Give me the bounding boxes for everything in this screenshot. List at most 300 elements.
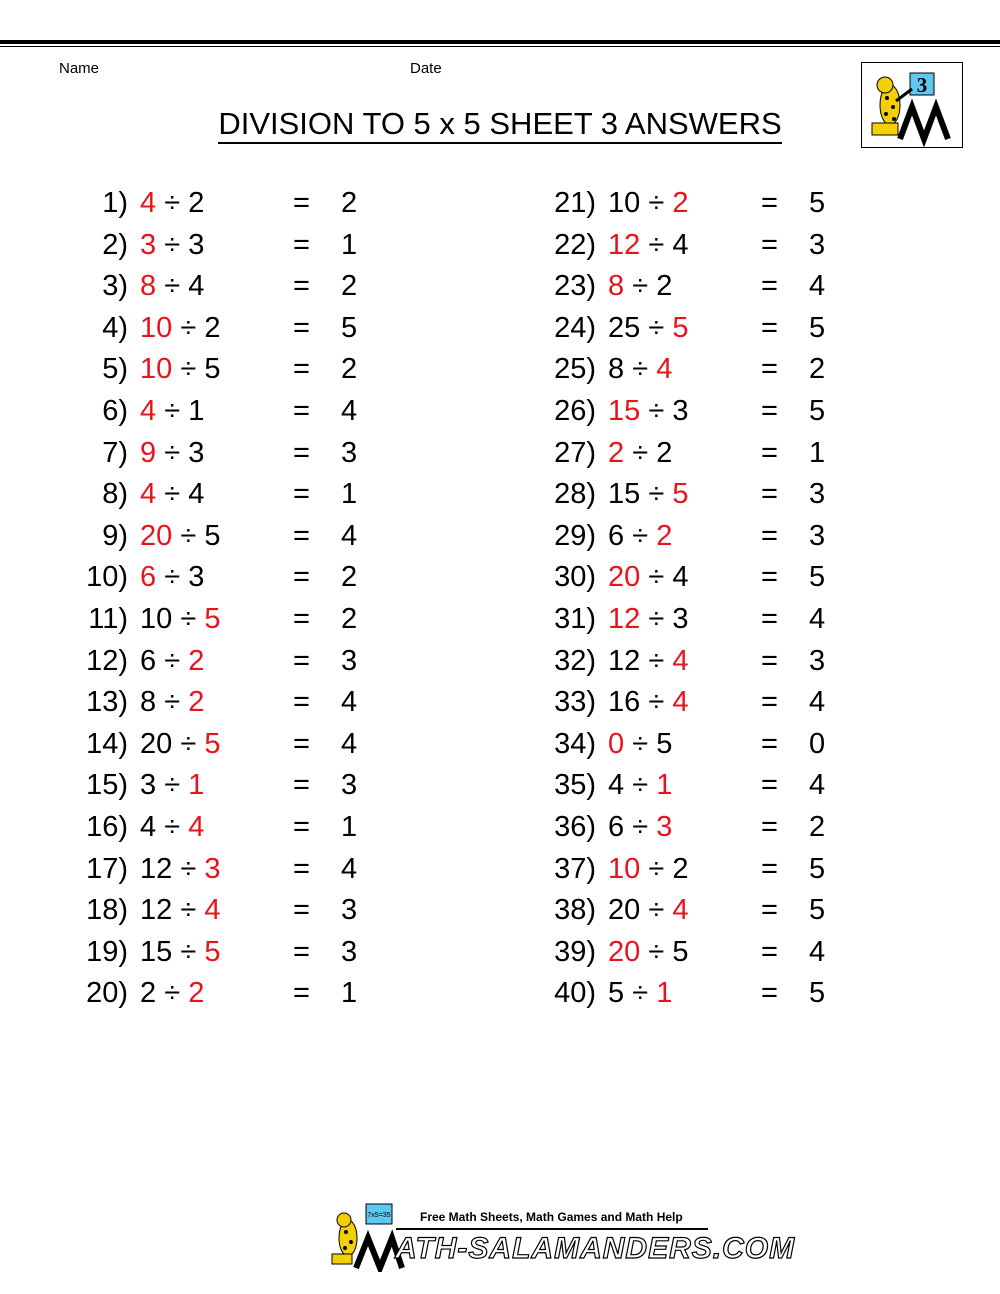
question-number: 23) — [554, 270, 596, 303]
question-number: 28) — [554, 478, 596, 511]
question-row — [76, 433, 376, 473]
dividend: 4 — [140, 811, 157, 843]
answer-value: 3 — [809, 228, 826, 261]
question-number: 25) — [554, 353, 596, 386]
dividend: 6 — [140, 644, 157, 677]
division-expression — [608, 682, 688, 722]
divide-sign: ÷ — [648, 187, 665, 219]
answer-value: 5 — [809, 977, 826, 1010]
divisor: 3 — [672, 603, 689, 635]
divide-sign: ÷ — [164, 187, 181, 219]
divide-sign: ÷ — [164, 686, 181, 719]
dividend: 12 — [140, 852, 173, 885]
question-row — [544, 765, 844, 805]
divide-sign: ÷ — [180, 353, 197, 386]
divisor: 2 — [656, 436, 673, 469]
answer-value: 4 — [341, 519, 358, 552]
question-row — [544, 849, 844, 889]
dividend: 10 — [140, 311, 173, 344]
division-expression — [140, 474, 204, 514]
divide-sign: ÷ — [632, 436, 649, 469]
question-number: 14) — [86, 727, 128, 760]
divide-sign: ÷ — [180, 935, 197, 968]
question-row — [544, 183, 844, 223]
question-row — [544, 682, 844, 722]
answer-value: 4 — [809, 935, 826, 968]
divide-sign: ÷ — [180, 852, 197, 885]
answer-value: 4 — [809, 270, 826, 303]
equals-sign: = — [761, 935, 778, 968]
divide-sign: ÷ — [164, 270, 181, 303]
equals-sign: = — [293, 977, 310, 1010]
dividend: 15 — [608, 395, 641, 427]
question-row — [544, 308, 844, 348]
divisor: 4 — [188, 811, 205, 843]
dividend: 6 — [608, 811, 625, 843]
answer-value: 5 — [341, 311, 358, 344]
divide-sign: ÷ — [164, 478, 181, 511]
question-row — [544, 516, 844, 556]
equals-sign: = — [761, 811, 778, 843]
question-row — [76, 266, 376, 306]
answer-value: 4 — [809, 769, 826, 802]
divisor: 2 — [204, 311, 221, 344]
division-expression — [608, 474, 688, 514]
equals-sign: = — [761, 977, 778, 1010]
question-row — [76, 474, 376, 514]
answer-value: 5 — [809, 395, 826, 427]
divisor: 4 — [672, 894, 689, 927]
division-expression — [140, 890, 220, 930]
divisor: 5 — [204, 935, 221, 968]
equals-sign: = — [293, 769, 310, 802]
dividend: 8 — [608, 353, 625, 386]
divide-sign: ÷ — [180, 311, 197, 344]
question-row — [76, 349, 376, 389]
divide-sign: ÷ — [164, 811, 181, 843]
question-number: 11) — [88, 603, 128, 635]
top-rule-thin — [0, 46, 1000, 47]
answer-value: 2 — [341, 187, 358, 219]
divisor: 4 — [672, 561, 689, 594]
question-number: 33) — [554, 686, 596, 719]
dividend: 3 — [140, 769, 157, 802]
equals-sign: = — [293, 187, 310, 219]
dividend: 10 — [140, 603, 173, 635]
divide-sign: ÷ — [648, 395, 665, 427]
divide-sign: ÷ — [648, 894, 665, 927]
divisor: 4 — [672, 228, 689, 261]
question-row — [544, 932, 844, 972]
equals-sign: = — [293, 436, 310, 469]
divisor: 3 — [188, 561, 205, 594]
equals-sign: = — [761, 727, 778, 760]
divide-sign: ÷ — [648, 311, 665, 344]
dividend: 10 — [608, 852, 641, 885]
equals-sign: = — [293, 686, 310, 719]
divide-sign: ÷ — [648, 686, 665, 719]
divisor: 5 — [672, 478, 689, 511]
divide-sign: ÷ — [648, 935, 665, 968]
question-row — [544, 807, 844, 847]
question-number: 21) — [554, 187, 596, 219]
dividend: 6 — [140, 561, 157, 594]
divisor: 5 — [204, 519, 221, 552]
dividend: 4 — [140, 187, 157, 219]
divide-sign: ÷ — [632, 353, 649, 386]
question-row — [544, 474, 844, 514]
dividend: 8 — [140, 686, 157, 719]
equals-sign: = — [293, 270, 310, 303]
question-number: 39) — [554, 935, 596, 968]
dividend: 20 — [608, 894, 641, 927]
top-rule — [0, 40, 1000, 44]
dividend: 0 — [608, 727, 625, 760]
footer-rule — [396, 1228, 708, 1230]
divisor: 4 — [656, 353, 673, 386]
dividend: 16 — [608, 686, 641, 719]
divide-sign: ÷ — [648, 603, 665, 635]
divisor: 1 — [656, 977, 673, 1010]
answer-value: 2 — [341, 270, 358, 303]
division-expression — [608, 973, 672, 1013]
answer-value: 1 — [341, 228, 358, 261]
question-row — [544, 599, 844, 639]
divisor: 4 — [188, 270, 205, 303]
divide-sign: ÷ — [648, 644, 665, 677]
answer-value: 5 — [809, 894, 826, 927]
division-expression — [608, 391, 688, 431]
divisor: 5 — [204, 353, 221, 386]
equals-sign: = — [761, 686, 778, 719]
division-expression — [608, 932, 688, 972]
question-row — [544, 973, 844, 1013]
dividend: 3 — [140, 228, 157, 261]
divide-sign: ÷ — [648, 561, 665, 594]
question-number: 5) — [102, 353, 128, 386]
divisor: 4 — [672, 644, 689, 677]
answer-value: 2 — [341, 561, 358, 594]
question-row — [76, 765, 376, 805]
division-expression — [608, 557, 688, 597]
equals-sign: = — [761, 644, 778, 677]
division-expression — [140, 682, 204, 722]
answer-value: 2 — [341, 603, 358, 635]
divide-sign: ÷ — [164, 436, 181, 469]
equals-sign: = — [293, 478, 310, 511]
equals-sign: = — [761, 894, 778, 927]
equals-sign: = — [761, 436, 778, 469]
answer-value: 4 — [341, 395, 358, 427]
question-number: 37) — [554, 852, 596, 885]
date-label: Date — [410, 60, 442, 77]
equals-sign: = — [761, 270, 778, 303]
division-expression — [140, 849, 220, 889]
division-expression — [608, 225, 688, 265]
divide-sign: ÷ — [648, 852, 665, 885]
question-number: 36) — [554, 811, 596, 843]
divisor: 3 — [188, 436, 205, 469]
divide-sign: ÷ — [648, 228, 665, 261]
divisor: 2 — [656, 519, 673, 552]
divide-sign: ÷ — [632, 519, 649, 552]
answer-value: 3 — [809, 478, 826, 511]
divide-sign: ÷ — [632, 270, 649, 303]
dividend: 2 — [140, 977, 157, 1010]
equals-sign: = — [293, 727, 310, 760]
divisor: 2 — [188, 187, 205, 219]
question-row — [544, 391, 844, 431]
divide-sign: ÷ — [164, 644, 181, 677]
question-number: 40) — [554, 977, 596, 1010]
question-row — [544, 433, 844, 473]
divisor: 2 — [188, 977, 205, 1010]
equals-sign: = — [293, 644, 310, 677]
division-expression — [140, 724, 220, 764]
division-expression — [608, 641, 688, 681]
question-row — [76, 308, 376, 348]
divide-sign: ÷ — [180, 519, 197, 552]
division-expression — [140, 516, 220, 556]
dividend: 4 — [608, 769, 625, 802]
equals-sign: = — [293, 852, 310, 885]
dividend: 12 — [608, 603, 641, 635]
divide-sign: ÷ — [632, 977, 649, 1010]
question-number: 31) — [554, 603, 596, 635]
question-number: 6) — [102, 395, 128, 427]
question-row — [76, 973, 376, 1013]
question-number: 27) — [554, 436, 596, 469]
dividend: 10 — [140, 353, 173, 386]
question-row — [76, 557, 376, 597]
dividend: 9 — [140, 436, 157, 469]
dividend: 10 — [608, 187, 641, 219]
divide-sign: ÷ — [180, 603, 197, 635]
answer-value: 3 — [341, 935, 358, 968]
dividend: 20 — [608, 935, 641, 968]
divide-sign: ÷ — [164, 561, 181, 594]
dividend: 20 — [608, 561, 641, 594]
division-expression — [140, 349, 220, 389]
question-row — [76, 932, 376, 972]
divisor: 5 — [672, 311, 689, 344]
division-expression — [140, 973, 204, 1013]
division-expression — [140, 807, 204, 847]
question-number: 9) — [102, 519, 128, 552]
divide-sign: ÷ — [648, 478, 665, 511]
division-expression — [140, 308, 220, 348]
dividend: 4 — [140, 478, 157, 511]
division-expression — [140, 932, 220, 972]
divisor: 2 — [672, 852, 689, 885]
divide-sign: ÷ — [164, 228, 181, 261]
equals-sign: = — [293, 811, 310, 843]
division-expression — [608, 807, 672, 847]
question-row — [544, 890, 844, 930]
dividend: 25 — [608, 311, 641, 344]
dividend: 12 — [608, 228, 641, 261]
divisor: 1 — [188, 769, 205, 802]
equals-sign: = — [761, 519, 778, 552]
question-number: 26) — [554, 395, 596, 427]
divisor: 1 — [656, 769, 673, 802]
divisor: 4 — [204, 894, 221, 927]
salamander-footer-icon — [326, 1202, 406, 1272]
question-number: 10) — [86, 561, 128, 594]
grade-logo — [861, 62, 963, 148]
footer-tagline: Free Math Sheets, Math Games and Math Help — [420, 1210, 683, 1224]
division-expression — [140, 765, 204, 805]
footer-site-link[interactable]: ATH-SALAMANDERS.COM — [395, 1232, 796, 1265]
page-title: DIVISION TO 5 x 5 SHEET 3 ANSWERS — [0, 104, 1000, 144]
question-row — [544, 266, 844, 306]
answer-value: 4 — [809, 686, 826, 719]
question-row — [76, 641, 376, 681]
dividend: 20 — [140, 727, 173, 760]
question-number: 1) — [102, 187, 128, 219]
division-expression — [608, 724, 672, 764]
question-number: 3) — [102, 270, 128, 303]
question-number: 29) — [554, 519, 596, 552]
divisor: 5 — [204, 727, 221, 760]
division-expression — [140, 225, 204, 265]
answer-value: 2 — [809, 811, 826, 843]
question-number: 22) — [554, 228, 596, 261]
question-number: 15) — [86, 769, 128, 802]
salamander-logo-icon — [862, 63, 962, 147]
question-number: 38) — [554, 894, 596, 927]
divisor: 3 — [656, 811, 673, 843]
answer-value: 5 — [809, 311, 826, 344]
question-number: 20) — [86, 977, 128, 1010]
dividend: 12 — [608, 644, 641, 677]
division-expression — [140, 391, 204, 431]
question-row — [76, 225, 376, 265]
footer-logo — [326, 1202, 406, 1272]
division-expression — [608, 849, 688, 889]
division-expression — [140, 599, 220, 639]
division-expression — [140, 641, 204, 681]
divisor: 3 — [204, 852, 221, 885]
divisor: 2 — [672, 187, 689, 219]
dividend: 8 — [608, 270, 625, 303]
dividend: 8 — [140, 270, 157, 303]
equals-sign: = — [761, 852, 778, 885]
answer-value: 0 — [809, 727, 826, 760]
divide-sign: ÷ — [180, 894, 197, 927]
grade-number: 3 — [916, 73, 928, 97]
answer-value: 1 — [341, 478, 358, 511]
equals-sign: = — [761, 769, 778, 802]
question-number: 7) — [102, 436, 128, 469]
question-number: 24) — [554, 311, 596, 344]
question-row — [544, 641, 844, 681]
question-number: 17) — [86, 852, 128, 885]
divisor: 3 — [672, 395, 689, 427]
question-number: 2) — [102, 228, 128, 261]
answer-value: 2 — [809, 353, 826, 386]
dividend: 12 — [140, 894, 173, 927]
question-number: 18) — [86, 894, 128, 927]
equals-sign: = — [293, 603, 310, 635]
equals-sign: = — [293, 519, 310, 552]
equals-sign: = — [761, 603, 778, 635]
answer-value: 3 — [341, 644, 358, 677]
question-number: 30) — [554, 561, 596, 594]
division-expression — [608, 308, 688, 348]
question-row — [76, 682, 376, 722]
dividend: 20 — [140, 519, 173, 552]
equals-sign: = — [761, 478, 778, 511]
question-row — [76, 391, 376, 431]
division-expression — [608, 516, 672, 556]
question-number: 35) — [554, 769, 596, 802]
equals-sign: = — [761, 187, 778, 219]
question-number: 34) — [554, 727, 596, 760]
answer-value: 5 — [809, 561, 826, 594]
divisor: 4 — [672, 686, 689, 719]
answer-value: 4 — [341, 727, 358, 760]
divide-sign: ÷ — [180, 727, 197, 760]
question-row — [76, 516, 376, 556]
divisor: 2 — [656, 270, 673, 303]
question-row — [76, 183, 376, 223]
divide-sign: ÷ — [632, 811, 649, 843]
division-expression — [608, 183, 688, 223]
divide-sign: ÷ — [164, 769, 181, 802]
question-row — [544, 724, 844, 764]
equals-sign: = — [761, 228, 778, 261]
question-row — [76, 807, 376, 847]
answer-value: 1 — [341, 811, 358, 843]
division-expression — [140, 433, 204, 473]
divisor: 3 — [188, 228, 205, 261]
dividend: 15 — [608, 478, 641, 511]
name-label: Name — [59, 60, 100, 77]
question-number: 13) — [86, 686, 128, 719]
divide-sign: ÷ — [632, 727, 649, 760]
equals-sign: = — [293, 894, 310, 927]
question-number: 32) — [554, 644, 596, 677]
answer-value: 3 — [809, 519, 826, 552]
dividend: 4 — [140, 395, 157, 427]
answer-value: 5 — [809, 187, 826, 219]
dividend: 2 — [608, 436, 625, 469]
equals-sign: = — [761, 311, 778, 344]
answer-value: 5 — [809, 852, 826, 885]
divide-sign: ÷ — [164, 395, 181, 427]
equals-sign: = — [761, 395, 778, 427]
answer-value: 3 — [341, 436, 358, 469]
answer-value: 4 — [341, 686, 358, 719]
equals-sign: = — [293, 353, 310, 386]
question-number: 4) — [102, 311, 128, 344]
division-expression — [140, 266, 204, 306]
equals-sign: = — [761, 353, 778, 386]
equals-sign: = — [761, 561, 778, 594]
divisor: 5 — [656, 727, 673, 760]
equals-sign: = — [293, 395, 310, 427]
divisor: 5 — [204, 603, 221, 635]
division-expression — [608, 433, 672, 473]
answer-value: 2 — [341, 353, 358, 386]
divisor: 2 — [188, 644, 205, 677]
question-row — [76, 599, 376, 639]
question-number: 8) — [102, 478, 128, 511]
question-number: 16) — [86, 811, 128, 843]
division-expression — [608, 266, 672, 306]
equals-sign: = — [293, 561, 310, 594]
